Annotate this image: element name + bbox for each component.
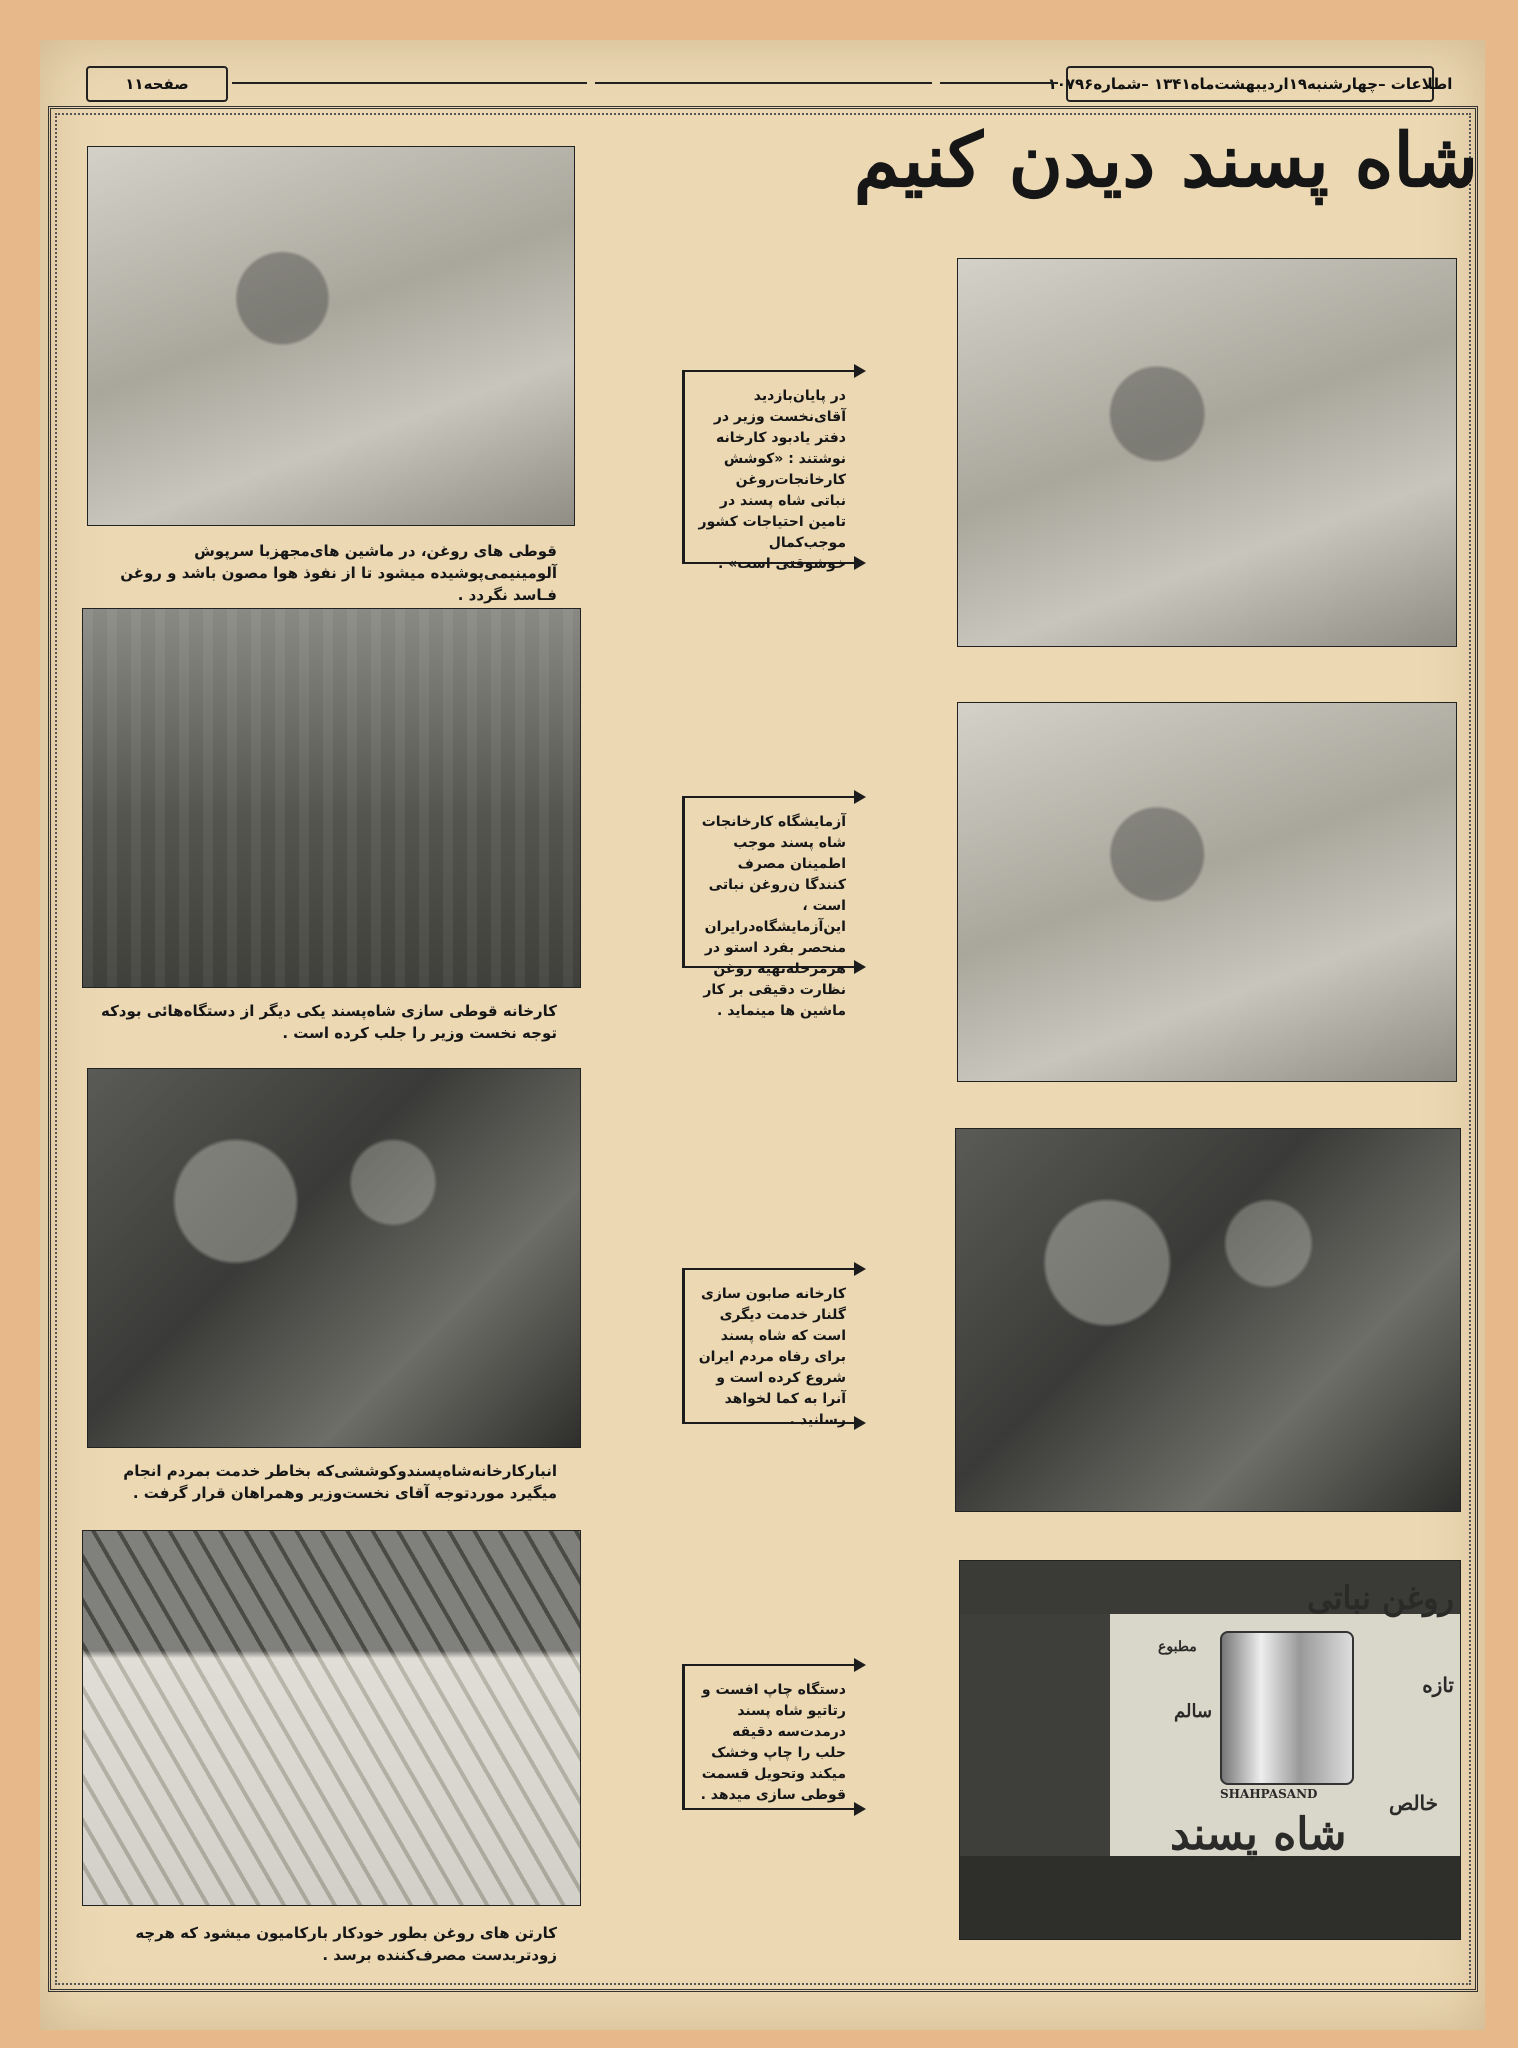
photo-guestbook-signing bbox=[957, 258, 1457, 647]
photo-soap-line bbox=[955, 1128, 1461, 1512]
masthead-page-box bbox=[86, 66, 228, 102]
arrow-icon bbox=[854, 960, 866, 974]
photo-delivery-truck bbox=[959, 1560, 1461, 1940]
caption-cartons: کارتن های روغن بطور خودکار بار‌کامیون میشود که هرچه زودتر‌بدست مصرف‌کننده برسد . bbox=[135, 1924, 557, 1964]
truck-slogan: روغن نباتی bbox=[1306, 1579, 1454, 1617]
masthead-rule-left bbox=[232, 82, 587, 84]
callout-printing-text: دستگاه چاپ افست و رتاتیو شاه پسند در‌مدت‌سه دقیقه حلب را چاپ وخشک میکند وتحویل قسمت قوطی سازی میدهد . bbox=[700, 1682, 846, 1803]
masthead-issue-box bbox=[1047, 66, 1453, 102]
photo-laboratory bbox=[957, 702, 1457, 1082]
truck-word: سالم bbox=[1174, 1701, 1213, 1722]
arrow-icon bbox=[854, 1262, 866, 1276]
callout-laboratory-text: آزمایشگاه کارخانجات شاه پسند موجب اطمینان مصرف کنندگا ن‌روغن نباتی است ، این‌آزمایشگاه‌در‌ایران منحصر بفرد استو در هرمرحله‌تهیه روغن نظارت دقیقی بر کار ماشین ها مینماید . bbox=[701, 814, 846, 1019]
photo-can-sealing-machine bbox=[87, 146, 575, 526]
masthead-rule-right bbox=[940, 82, 1058, 84]
callout-soap-factory-text: کارخانه صابون سازی گلنار خدمت دیگری است که شاه پسند برای رفاه مردم ایران شروع کرده است و آنرا به کما لخواهد رسانید . bbox=[698, 1286, 846, 1428]
masthead-rule-center bbox=[595, 82, 932, 84]
caption-can-factory: کارخانه قوطی سازی شاه‌پسند یکی دیگر از دستگاه‌هائی بودکه توجه نخست وزیر را جلب کرده است . bbox=[100, 1002, 557, 1042]
arrow-icon bbox=[854, 556, 866, 570]
callout-printing bbox=[682, 1664, 854, 1810]
oil-can-image bbox=[1220, 1631, 1354, 1785]
arrow-icon bbox=[854, 790, 866, 804]
caption-can-sealing: قوطی های روغن، در ماشین های‌مجهز‌با سرپوش آلومینیمی‌پوشیده میشود تا از نفوذ هوا مصون باشد و روغن فـاسد نگردد . bbox=[120, 542, 557, 604]
truck-brand: شاه پسند bbox=[1170, 1809, 1347, 1860]
arrow-icon bbox=[854, 1416, 866, 1430]
callout-soap-factory bbox=[682, 1268, 854, 1428]
headline: شاه پسند دیدن کنیم bbox=[853, 118, 1478, 204]
truck-brand-latin: SHAHPASAND bbox=[1220, 1787, 1318, 1801]
masthead-page-label: صفحه۱۱ bbox=[125, 75, 189, 93]
truck-word: تازه bbox=[1422, 1673, 1454, 1697]
caption-warehouse: انبار‌کارخانه‌شاه‌پسندوکوششی‌که بخاطر خدمت بمردم انجام میگیرد موردتوجه آقای نخست‌وزیر وهمراهان قرار گرفت . bbox=[123, 1462, 557, 1502]
photo-cartons bbox=[82, 1530, 581, 1906]
photo-can-factory bbox=[82, 608, 581, 988]
callout-guestbook-text: در پایان‌بازدید آقای‌نخست وزیر در دفتر یادبود کارخانه نوشتند : «کوشش کارخانجات‌روغن نباتی شاه پسند در تامین احتیاجات کشور موجب‌کمال خوشوقتی است» . bbox=[698, 388, 846, 572]
photo-warehouse bbox=[87, 1068, 581, 1448]
arrow-icon bbox=[854, 1802, 866, 1816]
masthead-issue-line: اطلاعات –چهارشنبه۱۹اردیبهشت‌ماه۱۳۴۱ –شماره۱۰۷۹۶ bbox=[1047, 75, 1453, 93]
callout-guestbook bbox=[682, 370, 854, 572]
truck-word: خالص bbox=[1388, 1791, 1438, 1815]
arrow-icon bbox=[854, 1658, 866, 1672]
arrow-icon bbox=[854, 364, 866, 378]
truck-word: مطبوع bbox=[1158, 1639, 1197, 1655]
callout-laboratory bbox=[682, 796, 854, 1019]
